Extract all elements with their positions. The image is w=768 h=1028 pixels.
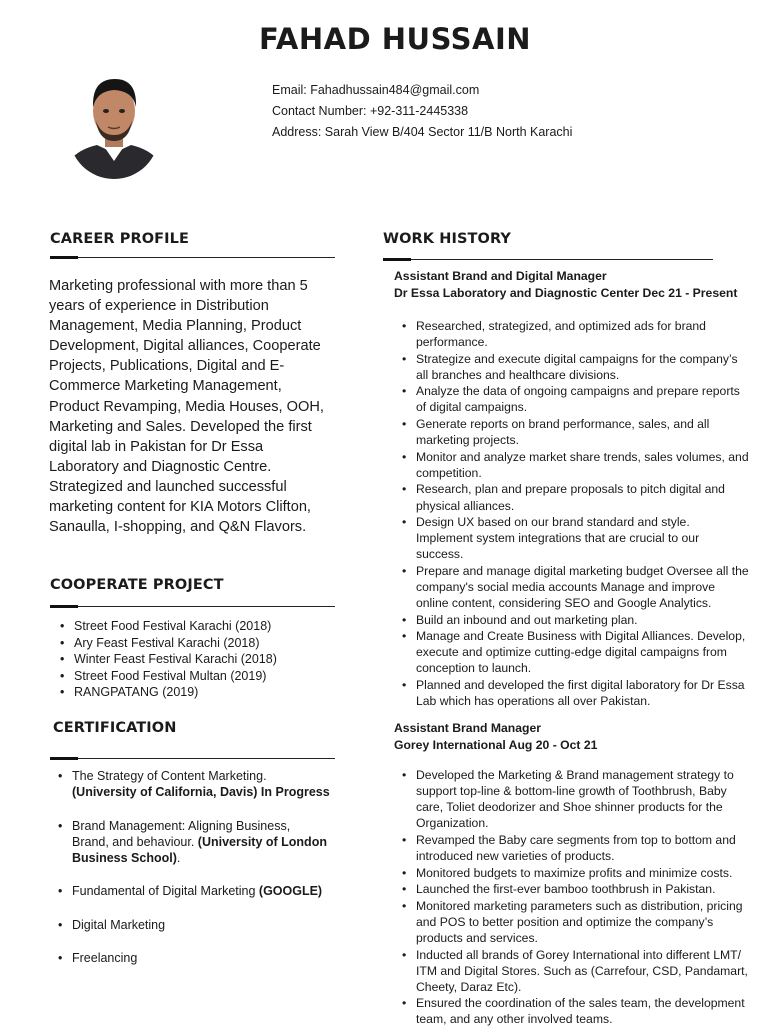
list-item (394, 881, 766, 897)
email-text: Email: Fahadhussain484@gmail.com (272, 83, 480, 97)
bullet-line: execute and optimize cutting-edge digital campaigns from (416, 645, 727, 660)
bullet-line: • Inducted all brands of Gorey International into different LMT/ (416, 947, 741, 962)
cert-text: Fundamental of Digital Marketing (72, 884, 259, 899)
profile-line: Development, Digital alliances, Cooperate (49, 338, 321, 355)
profile-line: Product Revamping, Media Houses, OOH, (49, 398, 324, 415)
certification-heading: CERTIFICATION (53, 720, 177, 736)
cert-text: • The Strategy of Content Marketing. (72, 769, 267, 783)
list-item: • Winter Feast Festival Karachi (2018) (50, 651, 340, 668)
list-item (394, 677, 766, 709)
list-item (394, 481, 766, 513)
bullet-line: • Researched, strategized, and optimized ads for brand (416, 319, 706, 333)
list-item (394, 416, 766, 448)
job-header (394, 268, 737, 301)
list-item (48, 950, 338, 966)
phone-text: Contact Number: +92-311-2445338 (272, 104, 469, 118)
bullet-line: • Ensured the coordination of the sales team, the development (416, 996, 745, 1011)
bullet-line: • Planned and developed the first digital laboratory for Dr Essa (416, 678, 745, 693)
cert-text: Brand, and behaviour. (72, 834, 198, 849)
bullet-line: • Build an inbound and out marketing plan. (416, 612, 638, 627)
bullet-line: of digital campaigns. (416, 400, 528, 415)
cert-institution: Business School) (72, 851, 177, 866)
bullet-line: • Manage and Create Business with Digital Alliances. Develop, (416, 629, 746, 644)
list-item (394, 449, 766, 481)
bullet-line: and POS to better position and optimize the company’s (416, 914, 714, 929)
list-item (394, 865, 766, 881)
bullet-line: competition. (416, 465, 482, 480)
bullet-line: • Revamped the Baby care segments from top to bottom and (416, 832, 736, 847)
cert-text: • Freelancing (72, 951, 138, 966)
section-divider (50, 606, 335, 607)
job-bullets (394, 767, 766, 1028)
section-divider (50, 257, 335, 258)
bullet-line: performance. (416, 335, 488, 350)
list-item (394, 767, 766, 831)
list-item (394, 628, 766, 676)
career-profile-text (49, 276, 341, 537)
profile-line: years of experience in Distribution (49, 298, 269, 315)
profile-line: Commerce Marketing Management, (49, 378, 282, 395)
list-item: • RANGPATANG (2019) (50, 684, 340, 701)
cert-text: • Brand Management: Aligning Business, (72, 818, 291, 833)
list-item (394, 318, 766, 350)
bullet-line: products and services. (416, 930, 538, 945)
bullet-line: all branches and healthcare divisions. (416, 367, 620, 382)
bullet-line: Organization. (416, 816, 489, 831)
profile-line: marketing content for KIA Motors Clifton, (49, 499, 311, 516)
certification-list (48, 768, 338, 983)
list-item: • Street Food Festival Karachi (2018) (50, 618, 340, 635)
profile-line: Projects, Publications, Digital and E- (49, 358, 285, 375)
list-item (394, 563, 766, 611)
section-divider (383, 259, 713, 260)
job-bullets (394, 318, 766, 710)
bullet-line: Cheety, Daraz Etc). (416, 979, 522, 994)
list-item (394, 832, 766, 864)
bullet-line: • Design UX based on our brand standard and style. (416, 515, 690, 530)
profile-line: Strategized and launched successful (49, 478, 287, 495)
bullet-line: company's social media accounts Manage and improve (416, 580, 716, 594)
contact-info (272, 80, 572, 143)
profile-line: Laboratory and Diagnostic Centre. (49, 458, 272, 475)
bullet-line: • Research, plan and prepare proposals to pitch digital and (416, 482, 725, 497)
bullet-line: team, and any other involved teams. (416, 1012, 613, 1027)
list-item (394, 995, 766, 1027)
bullet-line: • Analyze the data of ongoing campaigns and prepare reports (416, 384, 740, 399)
bullet-line: introduced new varieties of products. (416, 848, 615, 863)
profile-line: digital lab in Pakistan for Dr Essa (49, 438, 264, 455)
bullet-line: • Launched the first-ever bamboo toothbrush in Pakistan. (416, 882, 716, 897)
work-history-heading: WORK HISTORY (383, 231, 512, 247)
job-role: Assistant Brand Manager (394, 721, 541, 735)
job-company: Dr Essa Laboratory and Diagnostic Center Dec 21 - Present (394, 285, 738, 300)
project-list (50, 618, 340, 701)
list-item (394, 947, 766, 995)
job-company: Gorey International Aug 20 - Oct 21 (394, 737, 598, 752)
bullet-line: care, Toliet deodorizer and Shoe shinner products for the (416, 800, 723, 815)
profile-line: Management, Media Planning, Product (49, 318, 302, 335)
bullet-line: online content, considering SEO and Google Analytics. (416, 596, 712, 611)
profile-photo-icon (69, 69, 159, 179)
cert-institution: (University of California, Davis) In Progress (72, 785, 330, 800)
bullet-line: success. (416, 547, 464, 562)
bullet-line: support top-line & bottom-line growth of Toothbrush, Baby (416, 784, 727, 799)
page-title: FAHAD HUSSAIN (258, 22, 532, 56)
bullet-line: marketing projects. (416, 433, 519, 448)
list-item (394, 383, 766, 415)
bullet-line: • Monitor and analyze market share trends, sales volumes, and (416, 449, 749, 464)
bullet-line: Implement system integrations that are crucial to our (416, 531, 700, 546)
profile-line: Sanaulla, I-shopping, and Q&N Flavors. (49, 519, 307, 536)
list-item (48, 917, 338, 933)
list-item: • Street Food Festival Multan (2019) (50, 668, 340, 685)
list-item: • Ary Feast Festival Karachi (2018) (50, 635, 340, 652)
bullet-line: physical alliances. (416, 498, 515, 513)
career-profile-heading: CAREER PROFILE (50, 231, 190, 247)
cert-institution: (University of London (197, 834, 327, 849)
cert-text: • Digital Marketing (72, 917, 166, 932)
list-item (394, 514, 766, 562)
profile-line: Marketing professional with more than 5 (49, 278, 308, 294)
avatar (69, 69, 159, 179)
list-item (394, 898, 766, 946)
bullet-line: • Prepare and manage digital marketing budget Oversee all the (416, 563, 749, 578)
cert-text: . (176, 851, 181, 866)
bullet-line: Lab which has operations all over Pakistan. (416, 694, 651, 709)
list-item (48, 883, 338, 899)
list-item (48, 818, 338, 867)
bullet-line: ITM and Digital Stores. Such as (Carrefour, CSD, Pandamart, (416, 963, 748, 978)
list-item (394, 351, 766, 383)
bullet-line: conception to launch. (416, 661, 532, 676)
job-role: Assistant Brand and Digital Manager (394, 269, 607, 283)
bullet-line: • Strategize and execute digital campaigns for the company’s (416, 351, 738, 366)
cooperate-project-heading: COOPERATE PROJECT (50, 577, 224, 593)
bullet-line: • Developed the Marketing & Brand management strategy to (416, 768, 734, 782)
list-item (48, 768, 338, 801)
bullet-line: • Monitored budgets to maximize profits and minimize costs. (416, 865, 733, 880)
cert-institution: (GOOGLE) (258, 884, 323, 899)
bullet-line: • Generate reports on brand performance, sales, and all (416, 417, 710, 432)
profile-line: Marketing and Sales. Developed the first (49, 418, 312, 435)
section-divider (50, 758, 335, 759)
bullet-line: • Monitored marketing parameters such as distribution, pricing (416, 898, 743, 913)
job-header (394, 720, 597, 753)
address-text: Address: Sarah View B/404 Sector 11/B North Karachi (272, 125, 573, 139)
list-item (394, 612, 766, 628)
